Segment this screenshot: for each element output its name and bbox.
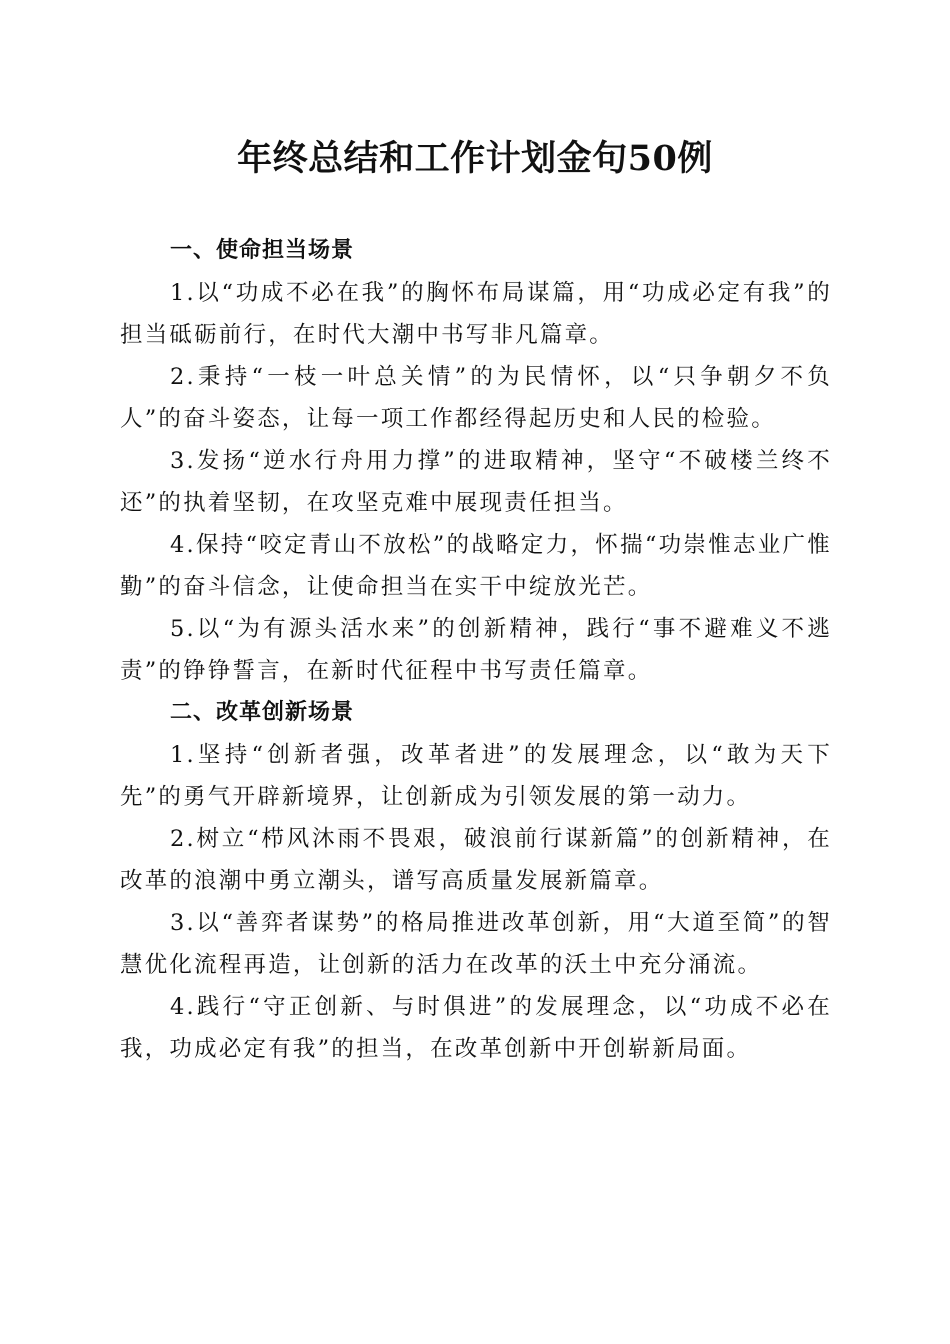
section-heading-mission: 一、使命担当场景 (170, 238, 355, 263)
paragraph-mission-3: 3.发扬“逆水行舟用力撑”的进取精神，坚守“不破楼兰终不还”的执着坚韧，在攻坚克难中展现责任担当。 (120, 448, 832, 516)
paragraph-reform-2: 2.树立“栉风沐雨不畏艰，破浪前行谋新篇”的创新精神，在改革的浪潮中勇立潮头，谱写高质量发展新篇章。 (120, 826, 832, 894)
paragraph-reform-1: 1.坚持“创新者强，改革者进”的发展理念，以“敢为天下先”的勇气开辟新境界，让创新成为引领发展的第一动力。 (120, 742, 832, 810)
paragraph-reform-4: 4.践行“守正创新、与时俱进”的发展理念，以“功成不必在我，功成必定有我”的担当，在改革创新中开创崭新局面。 (120, 994, 832, 1062)
paragraph-mission-4: 4.保持“咬定青山不放松”的战略定力，怀揣“功崇惟志业广惟勤”的奋斗信念，让使命担当在实干中绽放光芒。 (120, 532, 832, 600)
section-heading-reform: 二、改革创新场景 (170, 700, 355, 725)
document-body (120, 230, 832, 1070)
paragraph-mission-2: 2.秉持“一枝一叶总关情”的为民情怀，以“只争朝夕不负人”的奋斗姿态，让每一项工作都经得起历史和人民的检验。 (120, 364, 832, 432)
document-title: 年终总结和工作计划金句50例 (237, 138, 713, 179)
paragraph-mission-5: 5.以“为有源头活水来”的创新精神，践行“事不避难义不逃责”的铮铮誓言，在新时代征程中书写责任篇章。 (120, 616, 832, 684)
paragraph-reform-3: 3.以“善弈者谋势”的格局推进改革创新，用“大道至简”的智慧优化流程再造，让创新的活力在改革的沃土中充分涌流。 (120, 910, 832, 978)
paragraph-mission-1: 1.以“功成不必在我”的胸怀布局谋篇，用“功成必定有我”的担当砥砺前行，在时代大潮中书写非凡篇章。 (120, 280, 832, 348)
